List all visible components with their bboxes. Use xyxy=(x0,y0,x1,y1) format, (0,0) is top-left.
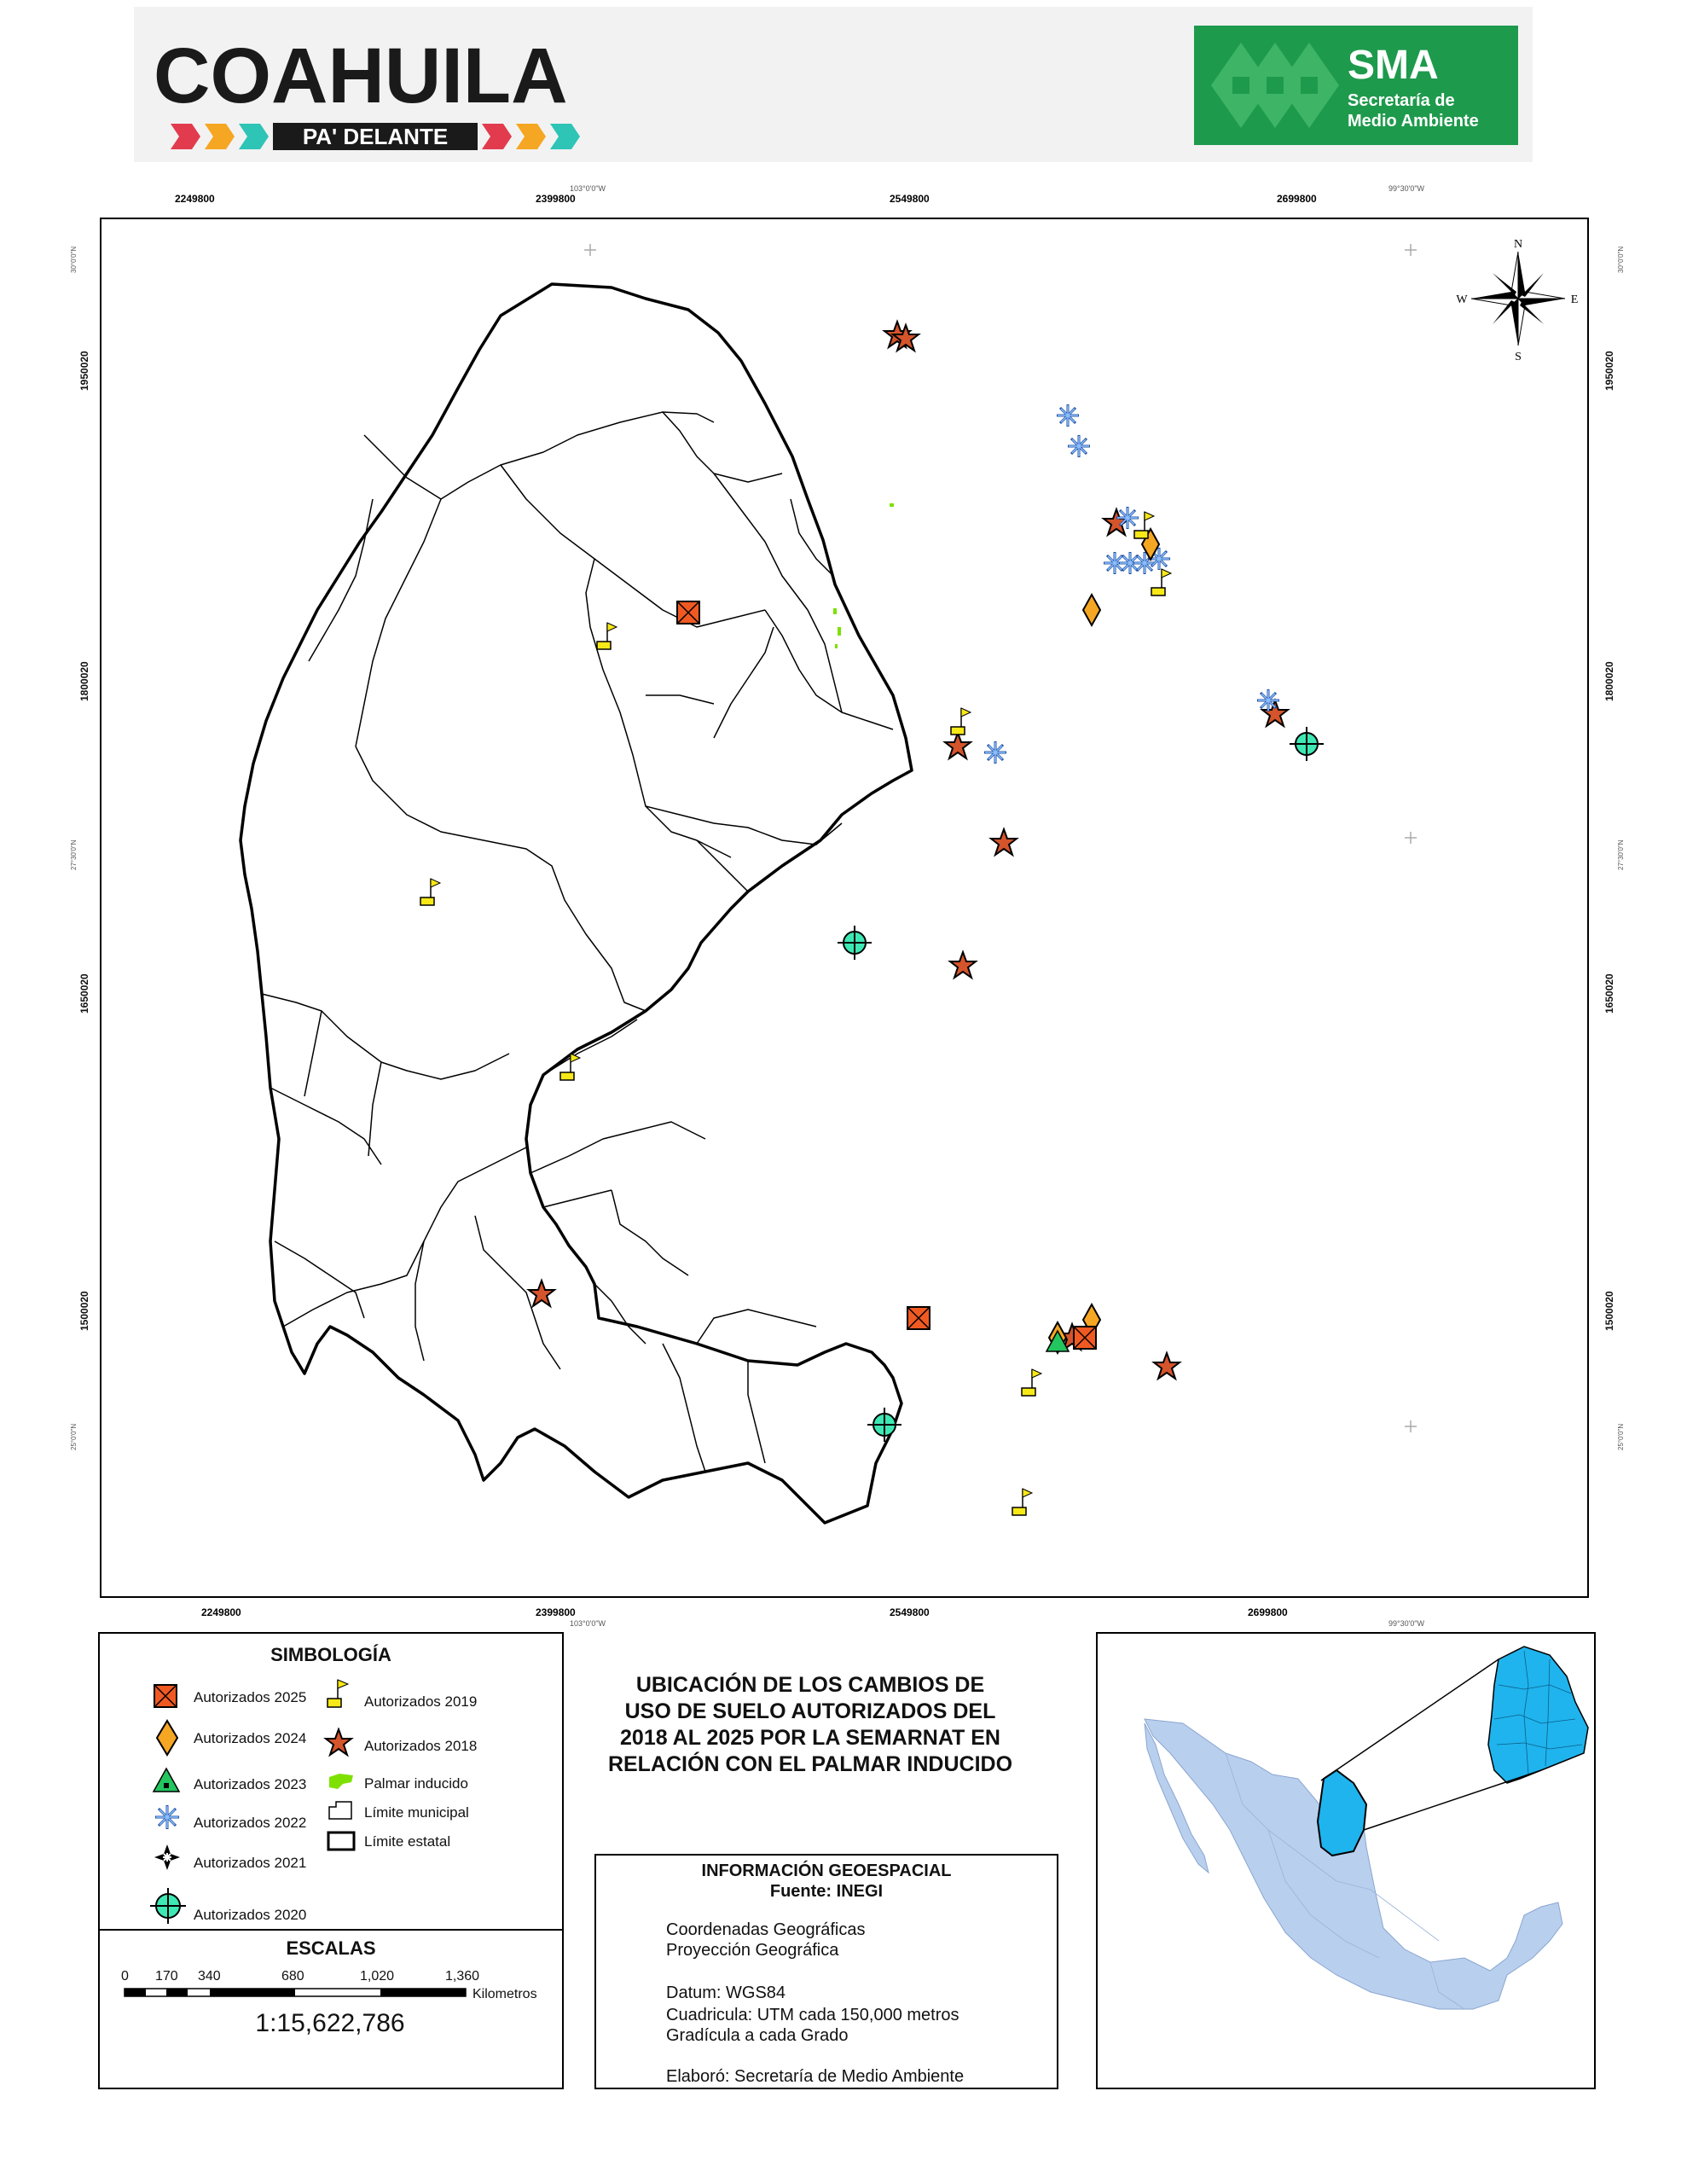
compass-w: W xyxy=(1456,293,1468,306)
info-title: INFORMACIÓN GEOESPACIAL xyxy=(701,1862,952,1880)
map-title-line: 2018 AL 2025 POR LA SEMARNAT EN xyxy=(620,1726,1000,1750)
scale-tick: 1,360 xyxy=(445,1969,480,1984)
snowflake-icon xyxy=(984,741,1006,764)
flag-icon xyxy=(1012,1489,1032,1515)
scale-unit: Kilometros xyxy=(472,1987,537,2001)
legend-label: Autorizados 2025 xyxy=(194,1689,307,1705)
legend-label: Autorizados 2019 xyxy=(364,1693,478,1710)
palm-patch-icon xyxy=(326,1770,357,1792)
map-title xyxy=(571,1672,1049,1778)
info-line: Cuadricula: UTM cada 150,000 metros xyxy=(666,2006,959,2024)
star-icon xyxy=(323,1728,354,1758)
grid-label-bottom: 2399800 xyxy=(536,1606,576,1618)
info-line: Proyección Geográfica xyxy=(666,1941,839,1960)
scales-title: ESCALAS xyxy=(286,1937,376,1959)
legend-label: Autorizados 2020 xyxy=(194,1907,307,1923)
graticule-label-left: 30°0'0"N xyxy=(70,246,78,273)
info-line: Coordenadas Geográficas xyxy=(666,1920,866,1939)
crosshair-icon xyxy=(838,926,872,960)
square-x-icon xyxy=(151,1682,182,1712)
coahuila-zoom xyxy=(1488,1647,1588,1783)
compass-e: E xyxy=(1570,293,1579,306)
grid-label-bottom: 2249800 xyxy=(201,1606,241,1618)
grid-label-top: 2399800 xyxy=(536,193,576,205)
scale-tick: 170 xyxy=(155,1969,178,1984)
info-line: Elaboró: Secretaría de Medio Ambiente xyxy=(666,2067,965,2086)
graticule-label-left: 27°30'0"N xyxy=(70,839,78,870)
grid-label-top: 2699800 xyxy=(1277,193,1317,205)
flag-icon xyxy=(1151,569,1171,595)
sma-logo xyxy=(1194,26,1518,145)
diamond-icon xyxy=(154,1719,180,1757)
compass-n: N xyxy=(1513,238,1523,251)
asterisk-icon xyxy=(153,1843,182,1872)
legend-divider xyxy=(100,1929,562,1931)
map-title-line: USO DE SUELO AUTORIZADOS DEL xyxy=(624,1699,996,1723)
coahuila-map xyxy=(100,218,1589,1598)
legend-label: Autorizados 2021 xyxy=(194,1855,307,1871)
legend-label: Autorizados 2022 xyxy=(194,1815,307,1831)
flag-icon xyxy=(1022,1369,1041,1396)
square-x-icon xyxy=(1074,1327,1096,1349)
grid-label-right: 1500020 xyxy=(1603,1291,1615,1331)
triangle-icon xyxy=(151,1766,182,1795)
graticule-label-bottom: 99°30'0"W xyxy=(1388,1619,1425,1628)
star-icon xyxy=(991,829,1017,855)
graticule-label-right: 30°0'0"N xyxy=(1617,246,1625,273)
scale-tick: 0 xyxy=(121,1969,129,1984)
zoom-connector xyxy=(1321,1659,1499,1780)
inset-map xyxy=(1098,1634,1594,2088)
grid-label-right: 1800020 xyxy=(1603,661,1615,701)
grid-label-left: 1500020 xyxy=(78,1291,90,1331)
legend-label: Límite estatal xyxy=(364,1833,451,1850)
scale-bar xyxy=(124,1987,473,1999)
square-x-icon xyxy=(907,1307,930,1329)
points-2024 xyxy=(1049,529,1159,1353)
grid-label-left: 1950020 xyxy=(78,351,90,391)
map-title-line: RELACIÓN CON EL PALMAR INDUCIDO xyxy=(607,1752,1013,1776)
star-icon xyxy=(950,952,976,978)
legend-label: Autorizados 2023 xyxy=(194,1776,307,1792)
graticule-label-top: 103°0'0"W xyxy=(570,184,606,193)
star-icon xyxy=(1104,509,1129,535)
graticule-label-bottom: 103°0'0"W xyxy=(570,1619,606,1628)
snowflake-icon xyxy=(1057,404,1079,427)
diamond-icon xyxy=(1083,595,1100,625)
graticule-label-right: 27°30'0"N xyxy=(1617,839,1625,870)
info-source: Fuente: INEGI xyxy=(769,1882,884,1901)
flag-icon xyxy=(951,708,971,735)
grid-label-right: 1950020 xyxy=(1603,351,1615,391)
scale-tick: 1,020 xyxy=(360,1969,395,1984)
snowflake-icon xyxy=(153,1803,182,1832)
compass-s: S xyxy=(1515,351,1522,363)
state-boundary xyxy=(241,284,912,1523)
graticule-label-left: 25°0'0"N xyxy=(70,1423,78,1450)
graticule-label-right: 25°0'0"N xyxy=(1617,1423,1625,1450)
grid-label-top: 2549800 xyxy=(890,193,930,205)
graticule-label-top: 99°30'0"W xyxy=(1388,184,1425,193)
star-icon xyxy=(945,733,971,758)
inset-panel xyxy=(1096,1632,1596,2089)
grid-label-bottom: 2549800 xyxy=(890,1606,930,1618)
grid-label-top: 2249800 xyxy=(175,193,215,205)
info-line: Datum: WGS84 xyxy=(666,1984,786,2002)
scale-ratio: 1:15,622,786 xyxy=(255,2009,405,2037)
sma-short-text: SMA xyxy=(1348,43,1439,88)
sma-line2-text: Medio Ambiente xyxy=(1348,112,1479,131)
star-icon xyxy=(1154,1353,1180,1379)
info-panel xyxy=(594,1854,1058,2089)
state-boundary-icon xyxy=(326,1830,357,1852)
legend-label: Autorizados 2018 xyxy=(364,1738,478,1754)
legend-label: Palmar inducido xyxy=(364,1775,468,1792)
legend-label: Límite municipal xyxy=(364,1804,469,1821)
legend-panel xyxy=(98,1632,564,2089)
zoom-connector xyxy=(1364,1770,1541,1830)
legend-label: Autorizados 2024 xyxy=(194,1730,307,1746)
flag-icon xyxy=(326,1676,351,1711)
coahuila-logo xyxy=(145,17,606,154)
scale-tick: 340 xyxy=(198,1969,221,1984)
grid-label-right: 1650020 xyxy=(1603,973,1615,1014)
sma-line1-text: Secretaría de xyxy=(1348,91,1455,110)
legend-title: SIMBOLOGÍA xyxy=(270,1644,391,1665)
grid-label-left: 1800020 xyxy=(78,661,90,701)
brand-sub-text: PA' DELANTE xyxy=(302,124,449,149)
square-x-icon xyxy=(677,601,699,624)
grid-label-left: 1650020 xyxy=(78,973,90,1014)
compass-rose-icon xyxy=(1456,238,1578,363)
snowflake-icon xyxy=(1068,435,1090,457)
points-2022 xyxy=(984,404,1279,764)
crosshair-icon xyxy=(1290,727,1324,761)
brand-main-text: COAHUILA xyxy=(154,32,568,119)
grid-label-bottom: 2699800 xyxy=(1248,1606,1288,1618)
municipal-boundary-icon xyxy=(326,1798,357,1822)
info-line: Gradícula a cada Grado xyxy=(666,2026,849,2045)
crosshair-icon xyxy=(149,1887,187,1925)
scale-tick: 680 xyxy=(281,1969,304,1984)
map-title-line: UBICACIÓN DE LOS CAMBIOS DE xyxy=(635,1673,985,1697)
